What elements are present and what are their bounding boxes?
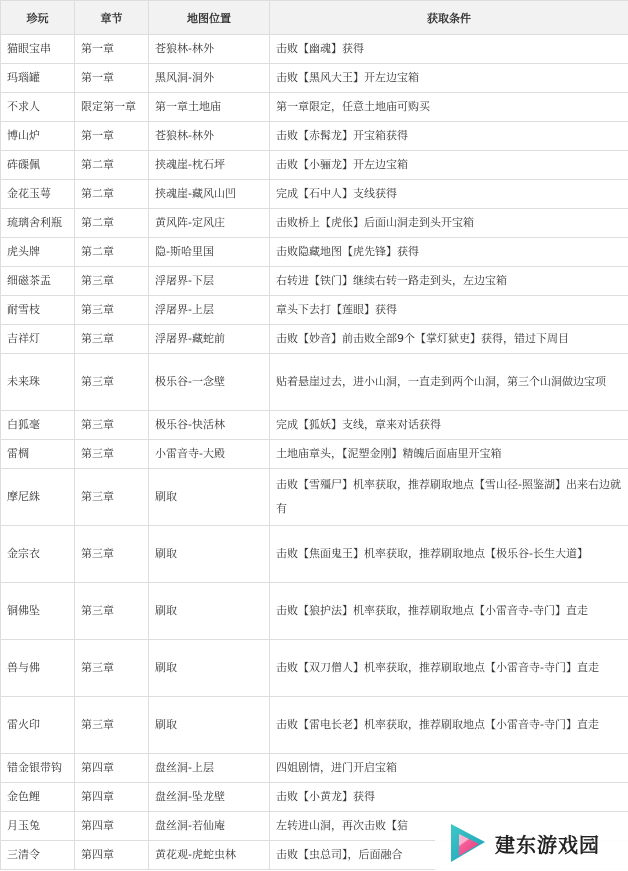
- cell-condition: 击败【小骊龙】开左边宝箱: [270, 151, 628, 180]
- cell-chapter: 第二章: [75, 151, 149, 180]
- cell-condition: 四姐剧情，进门开启宝箱: [270, 754, 628, 783]
- cell-location: 刷取: [149, 640, 270, 697]
- table-body: [1, 35, 628, 870]
- cell-location: 刷取: [149, 469, 270, 526]
- cell-name: 虎头牌: [1, 238, 75, 267]
- cell-condition: 击败【幽魂】获得: [270, 35, 628, 64]
- cell-location: 盘丝洞-上层: [149, 754, 270, 783]
- cell-condition: 击败【赤髯龙】开宝箱获得: [270, 122, 628, 151]
- table-row: [1, 469, 628, 526]
- cell-condition: 左转进山洞，再次击败【狺: [270, 812, 628, 841]
- table-row: [1, 267, 628, 296]
- cell-location: 盘丝洞-若仙庵: [149, 812, 270, 841]
- cell-chapter: 第一章: [75, 122, 149, 151]
- cell-chapter: 第二章: [75, 209, 149, 238]
- cell-condition: 击败【双刀僧人】机率获取，推荐刷取地点【小雷音寺-寺门】直走: [270, 640, 628, 697]
- cell-condition: 击败【妙音】前击败全部9个【掌灯狱吏】获得，错过下周目: [270, 325, 628, 354]
- table-row: [1, 35, 628, 64]
- table-row: [1, 93, 628, 122]
- cell-name: 白狐毫: [1, 411, 75, 440]
- cell-chapter: 第三章: [75, 583, 149, 640]
- table-row: [1, 640, 628, 697]
- cell-location: 挟魂崖-枕石坪: [149, 151, 270, 180]
- triangle-logo-icon: [445, 820, 491, 866]
- cell-condition: 完成【狐妖】支线，章来对话获得: [270, 411, 628, 440]
- cell-name: 金宗衣: [1, 526, 75, 583]
- cell-name: 耐雪枝: [1, 296, 75, 325]
- cell-location: 苍狼林-林外: [149, 122, 270, 151]
- cell-chapter: 第四章: [75, 812, 149, 841]
- cell-condition: 击败桥上【虎伥】后面山洞走到头开宝箱: [270, 209, 628, 238]
- cell-chapter: 第三章: [75, 640, 149, 697]
- header-location: 地图位置: [149, 1, 270, 35]
- cell-condition: 击败【雷电长老】机率获取，推荐刷取地点【小雷音寺-寺门】直走: [270, 697, 628, 754]
- table-row: [1, 754, 628, 783]
- cell-name: 雷椆: [1, 440, 75, 469]
- cell-condition: 击败【狼护法】机率获取，推荐刷取地点【小雷音寺-寺门】直走: [270, 583, 628, 640]
- cell-chapter: 第三章: [75, 469, 149, 526]
- cell-location: 浮屠界-上层: [149, 296, 270, 325]
- cell-location: 浮屠界-下层: [149, 267, 270, 296]
- cell-chapter: 第三章: [75, 325, 149, 354]
- cell-name: 细磁茶盂: [1, 267, 75, 296]
- table-row: [1, 583, 628, 640]
- cell-condition: 击败【黑风大王】开左边宝箱: [270, 64, 628, 93]
- table-row: [1, 440, 628, 469]
- cell-location: 隐-斯哈里国: [149, 238, 270, 267]
- cell-location: 挟魂崖-藏风山凹: [149, 180, 270, 209]
- table-row: [1, 296, 628, 325]
- cell-chapter: 第一章: [75, 64, 149, 93]
- cell-location: 盘丝洞-坠龙壁: [149, 783, 270, 812]
- cell-chapter: 第一章: [75, 35, 149, 64]
- cell-name: 月玉兔: [1, 812, 75, 841]
- cell-name: 砗磲佩: [1, 151, 75, 180]
- cell-condition: 击败【小黄龙】获得: [270, 783, 628, 812]
- header-row: [1, 1, 628, 35]
- cell-location: 极乐谷-一念壁: [149, 354, 270, 411]
- cell-condition: 击败隐藏地图【虎先锋】获得: [270, 238, 628, 267]
- cell-location: 极乐谷-快活林: [149, 411, 270, 440]
- cell-location: 黄风阵-定风庄: [149, 209, 270, 238]
- table-row: [1, 209, 628, 238]
- cell-chapter: 第三章: [75, 354, 149, 411]
- table-row: [1, 325, 628, 354]
- cell-chapter: 第二章: [75, 238, 149, 267]
- cell-name: 不求人: [1, 93, 75, 122]
- cell-chapter: 第四章: [75, 754, 149, 783]
- cell-condition: 击败【虫总司】，后面融合: [270, 841, 628, 870]
- watermark: [435, 815, 628, 871]
- table-header: [1, 1, 628, 35]
- table-row: [1, 783, 628, 812]
- cell-condition: 贴着悬崖过去，进小山洞，一直走到两个山洞，第三个山洞做边宝项: [270, 354, 628, 411]
- cell-location: 苍狼林-林外: [149, 35, 270, 64]
- cell-location: 黄花观-虎蛇虫林: [149, 841, 270, 870]
- table-row: [1, 64, 628, 93]
- cell-location: 刷取: [149, 583, 270, 640]
- cell-name: 雷火印: [1, 697, 75, 754]
- cell-location: 小雷音寺-大殿: [149, 440, 270, 469]
- header-condition: 获取条件: [270, 1, 628, 35]
- table-row: [1, 238, 628, 267]
- cell-chapter: 第三章: [75, 440, 149, 469]
- cell-chapter: 第三章: [75, 526, 149, 583]
- table-row: [1, 411, 628, 440]
- table-row: [1, 526, 628, 583]
- cell-chapter: 第三章: [75, 267, 149, 296]
- cell-condition: 土地庙章头，【泥塑金刚】精魄后面庙里开宝箱: [270, 440, 628, 469]
- cell-name: 博山炉: [1, 122, 75, 151]
- cell-condition: 右转进【铁门】继续右转一路走到头，左边宝箱: [270, 267, 628, 296]
- cell-name: 铜佛坠: [1, 583, 75, 640]
- table-row: [1, 697, 628, 754]
- cell-chapter: 第三章: [75, 411, 149, 440]
- cell-chapter: 限定第一章: [75, 93, 149, 122]
- table-row: [1, 354, 628, 411]
- cell-chapter: 第二章: [75, 180, 149, 209]
- cell-name: 金花玉萼: [1, 180, 75, 209]
- cell-chapter: 第四章: [75, 783, 149, 812]
- cell-name: 琉璃舍利瓶: [1, 209, 75, 238]
- cell-name: 猫眼宝串: [1, 35, 75, 64]
- cell-name: 兽与佛: [1, 640, 75, 697]
- cell-name: 金色鲤: [1, 783, 75, 812]
- cell-condition: 击败【雪殭尸】机率获取，推荐刷取地点【雪山径-照鉴湖】出来右边就有: [270, 469, 628, 526]
- watermark-text: 建东游戏园: [495, 832, 600, 857]
- cell-location: 浮屠界-藏蛇前: [149, 325, 270, 354]
- header-name: 珍玩: [1, 1, 75, 35]
- cell-location: 刷取: [149, 526, 270, 583]
- cell-name: 吉祥灯: [1, 325, 75, 354]
- cell-condition: 第一章限定，任意土地庙可购买: [270, 93, 628, 122]
- table-row: [1, 122, 628, 151]
- cell-condition: 击败【焦面鬼王】机率获取，推荐刷取地点【极乐谷-长生大道】: [270, 526, 628, 583]
- table-row: [1, 180, 628, 209]
- table-row: [1, 151, 628, 180]
- cell-condition: 章头下去打【莲眼】获得: [270, 296, 628, 325]
- cell-chapter: 第三章: [75, 296, 149, 325]
- cell-location: 刷取: [149, 697, 270, 754]
- cell-chapter: 第三章: [75, 697, 149, 754]
- header-chapter: 章节: [75, 1, 149, 35]
- cell-name: 摩尼絑: [1, 469, 75, 526]
- cell-chapter: 第四章: [75, 841, 149, 870]
- cell-name: 未来珠: [1, 354, 75, 411]
- cell-name: 玛瑙罐: [1, 64, 75, 93]
- cell-name: 三清令: [1, 841, 75, 870]
- cell-name: 错金银带钩: [1, 754, 75, 783]
- cell-condition: 完成【石中人】支线获得: [270, 180, 628, 209]
- cell-location: 黑风洞-洞外: [149, 64, 270, 93]
- cell-location: 第一章土地庙: [149, 93, 270, 122]
